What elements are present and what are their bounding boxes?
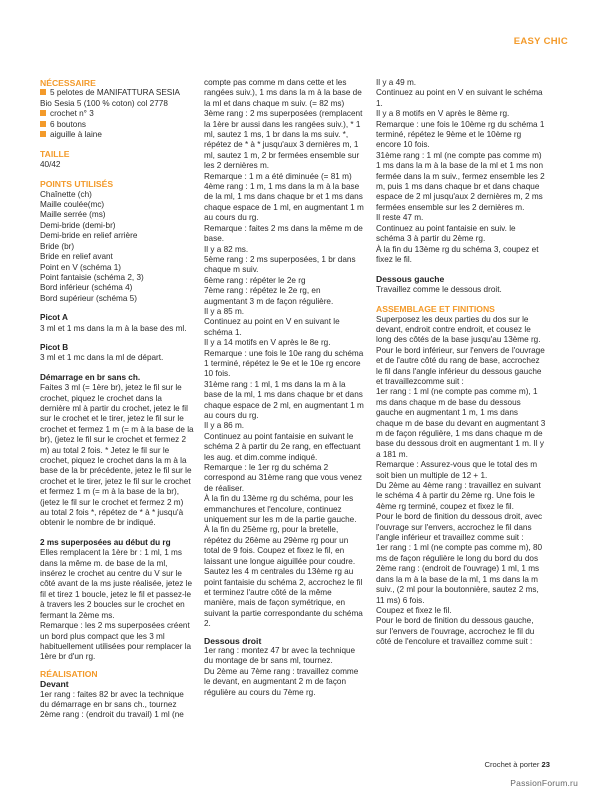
point-item: Maille serrée (ms) <box>40 210 106 220</box>
paragraph: Coupez et fixez le fil. <box>376 605 452 615</box>
picot-b-text: 3 ml et 1 mc dans la ml de départ. <box>40 353 164 363</box>
paragraph: 31ème rang : 1 ml, 1 ms dans la m à la base de la ml, 1 ms dans chaque br et dans chaque espace de 2 ml, en augmentant 1 m au cours du rg. <box>204 379 364 420</box>
paragraph: À la fin du 13ème rg du schéma 3, coupez et fixez le fil. <box>376 244 539 264</box>
point-item: Bride en relief avant <box>40 252 113 262</box>
point-item: Bord inférieur (schéma 4) <box>40 283 133 293</box>
picot-a-text: 3 ml et 1 ms dans la m à la base des ml. <box>40 323 187 333</box>
point-item: Point fantaisie (schéma 2, 3) <box>40 272 144 282</box>
necessaire-item: 5 pelotes de MANIFATTURA SESIA <box>40 88 194 98</box>
section-tag: EASY CHIC <box>513 36 568 47</box>
bullet-square-icon <box>40 89 46 95</box>
necessaire-heading: NÉCESSAIRE <box>40 78 96 88</box>
page-number: 23 <box>541 760 550 769</box>
assemblage-heading: ASSEMBLAGE ET FINITIONS <box>376 304 495 315</box>
paragraph: Remarque : faites 2 ms dans la même m de base. <box>204 223 363 244</box>
paragraph: Il y a 86 m. <box>204 421 245 431</box>
column-2 <box>204 78 364 698</box>
dessous-gauche-heading: Dessous gauche <box>376 274 445 285</box>
bullet-square-icon <box>40 131 46 137</box>
paragraph: Pour le bord de finition du dessous gauche, sur l'envers de l'ouvrage, accrochez le fil du côté de l'encolure et travaillez comme suit : <box>376 616 535 647</box>
page-footer <box>485 760 550 769</box>
paragraph: Remarque : Assurez-vous que le total des m soit bien un multiple de 12 + 1. <box>376 460 538 480</box>
paragraph: Pour le bord inférieur, sur l'envers de l'ouvrage et de l'autre côté du rang de base, accrochez le fil dans l'angle inférieur du dessous gauche et travaillezcomme suit : <box>376 345 545 386</box>
point-item: Demi-bride en relief arrière <box>40 231 138 241</box>
bullet-square-icon <box>40 110 46 116</box>
paragraph: Du 2ème au 7ème rang : travaillez comme le devant, en augmentant 2 m de façon régulière au cours du 7ème rg. <box>204 666 359 697</box>
devant-rang-1: 1er rang : faites 82 br avec la technique du démarrage en br sans ch., tournez <box>40 689 184 709</box>
taille-heading: TAILLE <box>40 149 70 160</box>
paragraph: Continuez au point fantaisie en suivant le schéma 2 à partir du 2e rang, en effectuant les aug. et dim.comme indiqué. <box>204 431 361 462</box>
remarque-text: Remarque : les 2 ms superposées créent un bord plus compact que les 3 ml habituellement utilisées pour remplacer la 1ère br d'un rg. <box>40 621 192 662</box>
paragraph: Continuez au point fantaisie en suiv. le schéma 3 à partir du 2ème rg. <box>376 223 516 244</box>
paragraph: Remarque : 1 m a été diminuée (= 81 m) <box>204 171 352 181</box>
paragraph: 3ème rang : 2 ms superposées (remplacent la 1ère br aussi dans les rangées suiv.), * 1 ml, sautez 1 ms, 1 br dans la ms suiv. *, répétez de * à * jusqu'aux 3 dernières m, 1 ml, sautez 1 m, 2 br fermées ensemble sur les 2 dernières m. <box>204 109 363 171</box>
paragraph: Il y a 14 motifs en V après le 8e rg. <box>204 338 331 348</box>
paragraph: 4ème rang : 1 m, 1 ms dans la m à la base de la ml, 1 ms dans chaque br et 1 ms dans chaque espace de 1 ml, en augmentant 1 m au cours du rg. <box>204 182 364 223</box>
necessaire-item: aiguille à laine <box>40 130 194 140</box>
paragraph: 31ème rang : 1 ml (ne compte pas comme m) 1 ms dans la m à la base de la ml et 1 ms non fermée dans la m suiv., fermez ensemble les 2 m, puis 1 ms dans chaque br et dans chaque espace de 2 ml jusqu'aux 2 dernières m, 2 ms fermées ensemble sur les 2 dernières m. <box>376 150 545 212</box>
paragraph: Remarque : le 1er rg du schéma 2 correspond au 31ème rang que vous venez de réaliser. <box>204 463 362 493</box>
point-item: Chaînette (ch) <box>40 189 92 199</box>
paragraph: Remarque : une fois le 10ème rg du schéma 1 terminé, répétez le 9ème et le 10ème rg encore 10 fois. <box>376 119 545 150</box>
paragraph: Du 2ème au 4ème rang : travaillez en suivant le schéma 4 à partir du 2ème rg. Une fois le 4ème rg terminé, coupez et fixez le fil. <box>376 481 541 511</box>
point-item: Bride (br) <box>40 241 75 251</box>
paragraph: 5ème rang : 2 ms superposées, 1 br dans chaque m suiv. <box>204 254 356 275</box>
devant-rang-2: 2ème rang : (endroit du travail) 1 ml (ne <box>40 710 184 720</box>
point-item: Maille coulée(mc) <box>40 200 105 210</box>
paragraph: Continuez au point en V en suivant le schéma 1. <box>376 88 543 108</box>
paragraph: Pour le bord de finition du dessous droit, avec l'ouvrage sur l'envers, accrochez le fil dans l'angle inférieur et travaillez comme suit : <box>376 512 543 543</box>
paragraph: Remarque : une fois le 10e rang du schéma 1 terminé, répétez le 9e et le 10e rg encore 10 fois. <box>204 348 364 379</box>
paragraph: 6ème rang : répéter le 2e rg <box>204 275 306 285</box>
paragraph: À la fin du 25ème rg, pour la bretelle, répétez du 26ème au 29ème rg pour un total de 9 fois. Coupez et fixez le fil, en laissant une longue aiguillée pour coudre. <box>204 525 356 566</box>
paragraph: Sautez les 4 m centrales du 13ème rg au point fantaisie du schéma 2, accrochez le fil et terminez l'autre côté de la même manière, mais de façon symétrique, en suivant la partie correspondante du schéma 2. <box>204 567 363 629</box>
paragraph: 2ème rang : (endroit de l'ouvrage) 1 ml, 1 ms dans la m à la base de la ml, 1 ms dans la m suiv., (2 ml pour la boutonnière, sautez 2 ms, 11 ms) 6 fois. <box>376 564 540 605</box>
paragraph: 1er rang : 1 ml (ne compte pas comme m), 80 ms de façon régulière le long du bord du dos <box>376 543 543 563</box>
bullet-square-icon <box>40 121 46 127</box>
realisation-heading: RÉALISATION <box>40 668 98 679</box>
superposees-heading: 2 ms superposées au début du rg <box>40 537 171 547</box>
paragraph: 7ème rang : répétez le 2e rg, en augmentant 3 m de façon régulière. <box>204 286 334 306</box>
demarrage-heading: Démarrage en br sans ch. <box>40 372 141 382</box>
points-heading: POINTS UTILISÉS <box>40 179 114 190</box>
paragraph: Continuez au point en V en suivant le schéma 1. <box>204 317 340 337</box>
paragraph: Travaillez comme le dessous droit. <box>376 284 502 294</box>
column-1 <box>40 78 194 721</box>
magazine-name: Crochet à porter <box>484 760 540 769</box>
necessaire-item: Bio Sesia 5 (100 % coton) col 2778 <box>40 98 168 108</box>
paragraph: Il y a 8 motifs en V après le 8ème rg. <box>376 109 510 119</box>
paragraph: 1er rang : montez 47 br avec la technique du montage de br sans ml, tournez. <box>204 645 356 666</box>
point-item: Demi-bride (demi-br) <box>40 220 116 230</box>
paragraph: Il y a 85 m. <box>204 306 245 316</box>
necessaire-item: crochet n° 3 <box>40 109 194 119</box>
column-3 <box>376 78 546 648</box>
necessaire-item: 6 boutons <box>40 120 194 130</box>
taille-value: 40/42 <box>40 159 61 169</box>
point-item: Bord supérieur (schéma 5) <box>40 293 137 303</box>
paragraph: À la fin du 13ème rg du schéma, pour les emmanchures et l'encolure, continuez uniquement sur les m de la partie gauche. <box>204 494 357 525</box>
paragraph: Superposez les deux parties du dos sur le devant, endroit contre endroit, et cousez le long des côtés de la base jusqu'au 13ème rg. <box>376 314 541 345</box>
paragraph: Il reste 47 m. <box>376 213 424 223</box>
paragraph: Il y a 82 ms. <box>204 244 249 254</box>
demarrage-text: Faites 3 ml (= 1ère br), jetez le fil sur le crochet, piquez le crochet dans la dernière ml à partir du crochet, jetez le fil sur le crochet et le tirer, jetez le fil sur le crochet et fermez 1 m (= m à la base de la br), (jetez le fil sur le crochet et fermez 2 m) au total 2 fois. * Jetez le fil sur le crochet, piquez le crochet dans la m à la base de la br précédente, jetez le fil sur le crochet et le tirer, jetez le fil sur le crochet et fermez 1 m (= m à la base de la br), (jetez le fil sur le crochet et fermez 2 m) au total 2 fois *, répétez de * à * jusqu'à obtenir le nombre de br indiqué. <box>40 383 194 528</box>
picot-b-heading: Picot B <box>40 342 69 352</box>
superposees-text: Elles remplacent la 1ère br : 1 ml, 1 ms dans la même m. de base de la ml, insérez le crochet au centre du V sur le côté avant de la ms juste réalisée, jetez le fil et tirez 1 boucle, jetez le fil et passez-le à travers les 2 boucles sur le crochet en fermant la 2ème ms. <box>40 548 193 620</box>
dessous-droit-heading: Dessous droit <box>204 635 262 646</box>
paragraph: Il y a 49 m. <box>376 78 417 87</box>
point-item: Point en V (schéma 1) <box>40 262 122 272</box>
devant-heading: Devant <box>40 679 69 690</box>
paragraph: compte pas comme m dans cette et les rangées suiv.), 1 ms dans la m à la base de la ml et dans chaque m suiv. (= 82 ms) <box>204 78 362 108</box>
watermark: PassionForum.ru <box>510 778 578 788</box>
picot-a-heading: Picot A <box>40 313 68 323</box>
paragraph: 1er rang : 1 ml (ne compte pas comme m), 1 ms dans chaque m de base du dessous gauche en augmentant 1 m, 1 ms dans chaque m de base du devant en augmentant 3 m de façon régulière, 1 ms dans chaque m de base du dessous droit en augmentant 1 m. Il y a 181 m. <box>376 387 546 459</box>
